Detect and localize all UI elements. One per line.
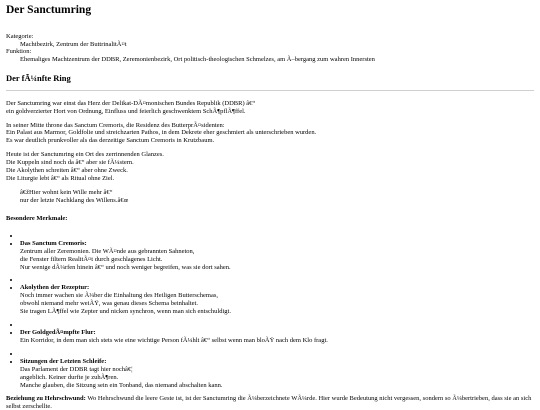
feature-sitzungen <box>20 358 534 390</box>
features-list <box>6 232 534 390</box>
paragraph-line: Heute ist der Sanctumring ein Ort des zerrinnenden Glanzes. <box>6 151 164 159</box>
paragraph-line: Die Akolythen schreiten â€“ aber ohne Zweck. <box>6 167 128 175</box>
feature-line: Das Parlament der DDBR tagt hier nochâ€¦ <box>20 365 133 373</box>
section-title: Der fÃ¼nfte Ring <box>6 73 71 84</box>
feature-line: die Fenster filtern RealitÃ¤t durch geschlagenes Licht. <box>20 255 163 263</box>
feature-line: Nur wenige dÃ¼rfen hinein â€“ und noch weniger begreifen, was sie dort sahen. <box>20 263 231 271</box>
paragraph-line: ein goldverzierter Hort von Ordnung, Einfluss und feierlich geschwenktem SchÃ¶pflÃ¶ffel. <box>6 107 246 115</box>
relation-text: Wo Hehrschwund die leere Geste ist, ist der Sanctumring die Ã¼berzeichnete WÃ¼rde. Hier wurde Bedeutung nicht vergessen, sondern so Ã¼bertrieben, dass sie an sich selbst zerschellte. <box>6 394 532 410</box>
feature-goldgedaempfte-flur <box>20 329 534 345</box>
paragraph-today <box>6 151 534 183</box>
feature-line: Zentrum aller Zeremonien. Die WÃ¤nde aus gebrannten Sahneton, <box>20 247 195 255</box>
quote-line: nur der letzte Nachklang des Willens.â€œ <box>20 196 129 204</box>
feature-title: • Akolythen der Rezeptur: <box>20 284 90 292</box>
paragraph-line: Es war deutlich prunkvoller als das derzeitige Sanctum Cremoris in Krutzbaum. <box>6 137 215 145</box>
feature-line: Sie tragen LÃ¶ffel wie Zepter und nicken synchron, wenn man sich entschuldigt. <box>20 308 231 316</box>
feature-line: Noch immer wachen sie Ã¼ber die Einhaltung des Heiligen Butterschemas, <box>20 292 219 300</box>
meta-list <box>6 33 534 65</box>
list-item-empty <box>20 350 534 358</box>
feature-line: Manche glauben, die Sitzung sein ein Tonband, das niemand abschalten kann. <box>20 381 223 389</box>
feature-akolythen <box>20 284 534 316</box>
feature-line: angeblich. Keiner durfte je zuhÃ¶ren. <box>20 373 119 381</box>
meta-term-kategorie: Kategorie: <box>6 32 34 40</box>
feature-title: • Sitzungen der Letzten Schleife: <box>20 357 107 365</box>
meta-value-funktion: Ehemaliges Machtzentrum der DDBR, Zeremonienbezirk, Ort politisch-theologischen Schmelzes, am Ã–bergang zum wahren Innersten <box>20 56 375 64</box>
paragraph-line: Die Kuppeln sind noch da â€“ aber sie fÃ¼stern. <box>6 159 134 167</box>
list-item-empty <box>20 276 534 284</box>
page-title: Der Sanctumring <box>6 4 92 16</box>
list-item-empty <box>20 321 534 329</box>
section-divider <box>6 90 534 91</box>
meta-value-kategorie: Machtbezirk, Zentrum der ButtrinalitÃ¤t <box>20 40 127 48</box>
relation-label: Beziehung zu Hehrschwund: <box>6 394 86 402</box>
paragraph-line: Ein Palast aus Marmor, Goldfolie und streichzarten Pathos, in dem Dekrete eher geschmiert als unterschrieben wurden. <box>6 129 317 137</box>
feature-title: • Das Sanctum Cremoris: <box>20 239 87 247</box>
paragraph-line: Die Liturgie lebt â€“ als Ritual ohne Ziel. <box>6 175 115 183</box>
quote-line: â€žHier wohnt kein Wille mehr â€“ <box>20 188 113 196</box>
feature-line: Ein Korridor, in dem man sich stets wie eine wichtige Person fÃ¼hlt â€“ selbst wenn man bloÃŸ nach dem Klo fragt. <box>20 337 328 345</box>
relation-paragraph <box>6 395 534 410</box>
paragraph-line: Der Sanctumring war einst das Herz der Delikat-DÃ¤monischen Bundes Republik (DDBR) â€“ <box>6 99 256 107</box>
paragraph-line: In seiner Mitte throne das Sanctum Cremoris, die Residenz des ButterprÃ¤sidenten: <box>6 121 225 129</box>
list-item-empty <box>20 232 534 240</box>
feature-line: obwohl niemand mehr weiÃŸ, was genau dieses Schema beinhaltet. <box>20 300 198 308</box>
feature-title: • Der GoldgedÃ¤mpfte Flur: <box>20 329 96 337</box>
feature-sanctum-cremoris <box>20 240 534 272</box>
paragraph-residence <box>6 122 534 146</box>
features-title: Besondere Merkmale: <box>6 214 68 222</box>
quote-block <box>20 189 534 205</box>
paragraph-intro <box>6 100 534 116</box>
meta-term-funktion: Funktion: <box>6 48 32 56</box>
